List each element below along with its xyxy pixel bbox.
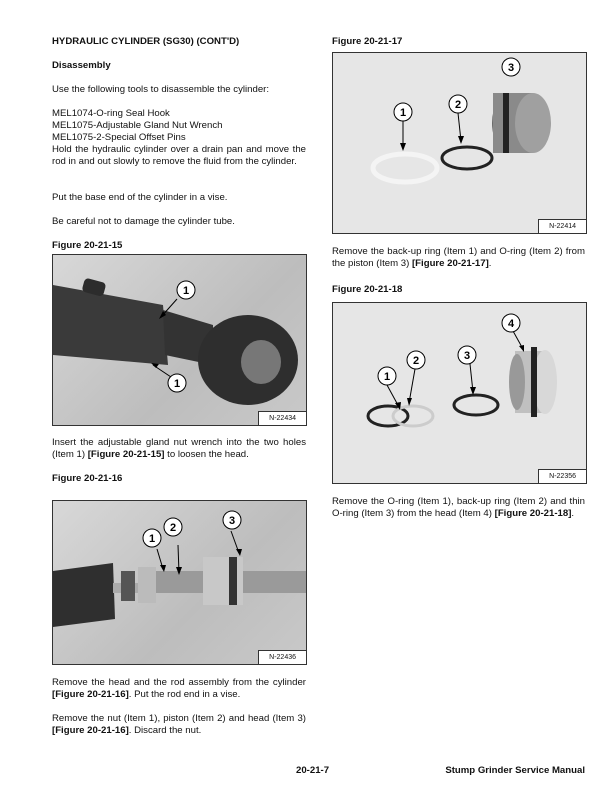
paragraph-hold: Hold the hydraulic cylinder over a drain pan and move the rod in and out slowly to remove the fluid from the cylinder.: [52, 144, 306, 167]
tool-item: MEL1074-O-ring Seal Hook: [52, 108, 170, 119]
figure-caption: Figure 20-21-16: [52, 473, 123, 484]
figure-id: N-22434: [258, 411, 306, 425]
manual-title: Stump Grinder Service Manual: [445, 765, 585, 776]
tool-item: MEL1075-Adjustable Gland Nut Wrench: [52, 120, 223, 131]
callout-4: 4: [507, 318, 515, 330]
section-title: HYDRAULIC CYLINDER (SG30) (CONT'D): [52, 36, 240, 47]
callout-2: 2: [454, 99, 462, 111]
callout-3: 3: [507, 62, 515, 74]
page-number: 20-21-7: [296, 765, 330, 776]
paragraph-insert: Insert the adjustable gland nut wrench into the two holes (Item 1) [Figure 20-21-15] to loosen the head.: [52, 437, 306, 460]
figure-20-21-15-photo: [52, 254, 307, 426]
paragraph-oring: Remove the O-ring (Item 1), back-up ring (Item 2) and thin O-ring (Item 3) from the head (Item 4) [Figure 20-21-18].: [332, 496, 585, 519]
callout-2: 2: [412, 355, 420, 367]
figure-ref: [Figure 20-21-18]: [494, 508, 572, 519]
figure-20-21-18-photo: [332, 302, 587, 484]
callout-1: 1: [399, 107, 407, 119]
callout-3: 3: [228, 515, 236, 527]
callout-1: 1: [182, 285, 190, 297]
paragraph-base: Put the base end of the cylinder in a vise.: [52, 192, 228, 203]
callout-1: 1: [173, 378, 181, 390]
callout-1: 1: [383, 371, 391, 383]
figure-ref: [Figure 20-21-16]: [52, 725, 129, 736]
figure-caption: Figure 20-21-17: [332, 36, 403, 47]
callout-3: 3: [463, 350, 471, 362]
figure-ref: [Figure 20-21-15]: [87, 449, 165, 460]
figure-id: N-22414: [538, 219, 586, 233]
intro-text: Use the following tools to disassemble the cylinder:: [52, 84, 270, 95]
paragraph-remove-head: Remove the head and the rod assembly from the cylinder [Figure 20-21-16]. Put the rod end in a vise.: [52, 677, 306, 700]
subsection-title: Disassembly: [52, 60, 111, 71]
figure-ref: [Figure 20-21-16]: [52, 689, 129, 700]
tool-item: MEL1075-2-Special Offset Pins: [52, 132, 186, 143]
paragraph-remove-nut: Remove the nut (Item 1), piston (Item 2) and head (Item 3) [Figure 20-21-16]. Discard the nut.: [52, 713, 306, 736]
figure-ref: [Figure 20-21-17]: [411, 258, 489, 269]
figure-20-21-17-photo: [332, 52, 587, 234]
figure-caption: Figure 20-21-18: [332, 284, 403, 295]
paragraph-careful: Be careful not to damage the cylinder tube.: [52, 216, 235, 227]
paragraph-backup-ring: Remove the back-up ring (Item 1) and O-ring (Item 2) from the piston (Item 3) [Figure 20-21-17].: [332, 246, 585, 269]
figure-id: N-22436: [258, 650, 306, 664]
figure-id: N-22356: [538, 469, 586, 483]
figure-caption: Figure 20-21-15: [52, 240, 123, 251]
callout-2: 2: [169, 522, 177, 534]
figure-20-21-16-photo: [52, 500, 307, 665]
callout-1: 1: [148, 533, 156, 545]
